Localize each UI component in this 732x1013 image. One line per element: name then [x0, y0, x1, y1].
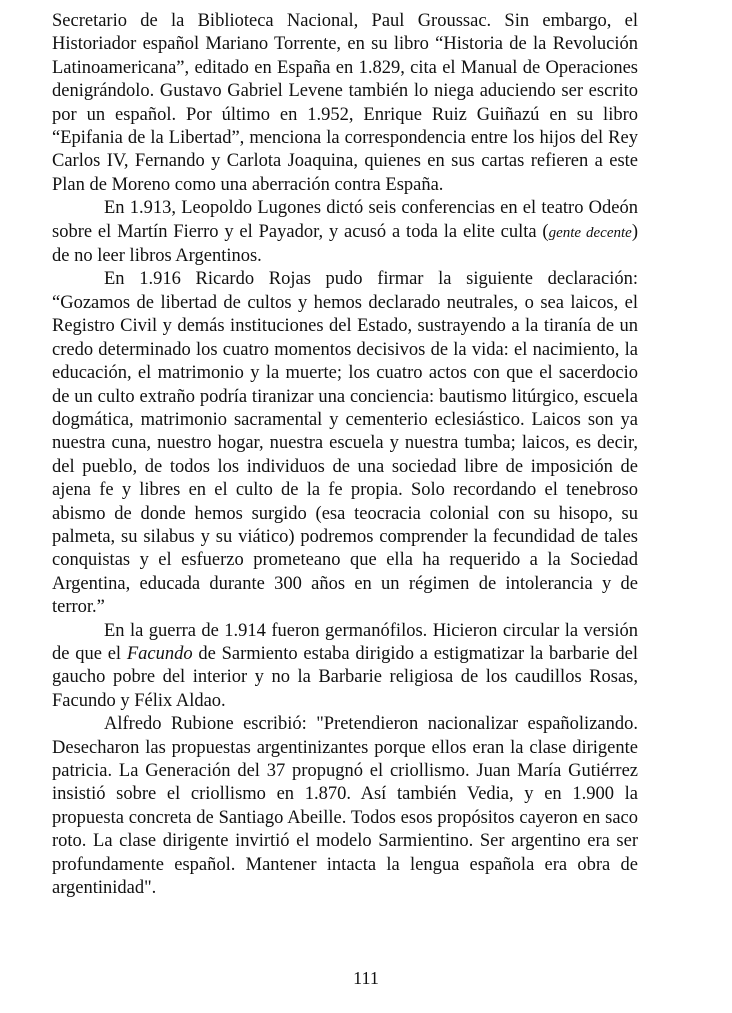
book-page-body	[52, 10, 638, 900]
paragraph-lugones-text-start: En 1.913, Leopoldo Lugones dictó seis conferencias en el teatro Odeón sobre el Martín Fierro y el Payador, y acusó a toda la elite culta (	[52, 198, 638, 242]
page-number: 111	[353, 968, 379, 988]
paragraph-rubione-quote: Alfredo Rubione escribió: "Pretendieron nacionalizar españolizando. Desecharon las propuestas argentinizantes porque ellos eran la clase dirigente patricia. La Generación del 37 propugnó el criollismo. Juan María Gutiérrez insistió sobre el criollismo en 1.870. Así también Vedia, y en 1.900 la propuesta concreta de Santiago Abeille. Todos esos propósitos cayeron en saco roto. La clase dirigente invirtió el modelo Sarmientino. Ser argentino era ser profundamente español. Mantener intacta la lengua española era obra de argentinidad".	[52, 714, 638, 899]
paragraph-germanofilos-text-start: En la guerra de 1.914 fueron germanófilos. Hicieron circular la versión de que el	[52, 620, 638, 664]
paragraph-groussac-continuation: Secretario de la Biblioteca Nacional, Paul Groussac. Sin embargo, el Historiador español Mariano Torrente, en su libro “Historia de la Revolución Latinoamericana”, editado en España en 1.829, cita el Manual de Operaciones denigrándolo. Gustavo Gabriel Levene también lo niega aduciendo ser escrito por un español. Por último en 1.952, Enrique Ruiz Guiñazú en su libro “Epifania de la Libertad”, menciona la correspondencia entre los hijos del Rey Carlos IV, Fernando y Carlota Joaquina, quienes en sus cartas refieren a este Plan de Moreno como una aberración contra España.	[52, 11, 638, 195]
italic-gente-decente: gente decente	[548, 224, 632, 241]
italic-facundo: Facundo	[126, 643, 193, 664]
paragraph-germanofilos	[52, 620, 638, 714]
paragraph-lugones-text-end: ) de no leer libros Argentinos.	[52, 221, 638, 267]
paragraph-lugones	[52, 197, 638, 268]
paragraph-rojas-quote: En 1.916 Ricardo Rojas pudo firmar la siguiente declaración: “Gozamos de libertad de cultos y hemos declarado neutrales, o sea laicos, el Registro Civil y demás instituciones del Estado, sustrayendo a la tiranía de un credo determinado los cuatro momentos decisivos de la vida: el nacimiento, la educación, el matrimonio y la muerte; los cuatro actos con que el sacerdocio de un culto extraño podría tiranizar una conciencia: bautismo litúrgico, escuela dogmática, matrimonio sacramental y cementerio eclesiástico. Laicos son ya nuestra cuna, nuestro hogar, nuestra escuela y nuestra tumba; laicos, es decir, del pueblo, de todos los individuos de una sociedad libre de imposición de ajena fe y libres en el culto de la fe propia. Solo recordando el tenebroso abismo de donde hemos surgido (esa teocracia colonial con su hisopo, su palmeta, su silabus y su viático) podremos comprender la fecundidad de tales conquistas y el esfuerzo prometeano que ella ha requerido a la Sociedad Argentina, educada durante 300 años en un régimen de intolerancia y de terror.”	[52, 269, 638, 618]
paragraph-germanofilos-text-end: de Sarmiento estaba dirigido a estigmatizar la barbarie del gaucho pobre del interior y no la Barbarie religiosa de los caudillos Rosas, Facundo y Félix Aldao.	[52, 643, 639, 711]
